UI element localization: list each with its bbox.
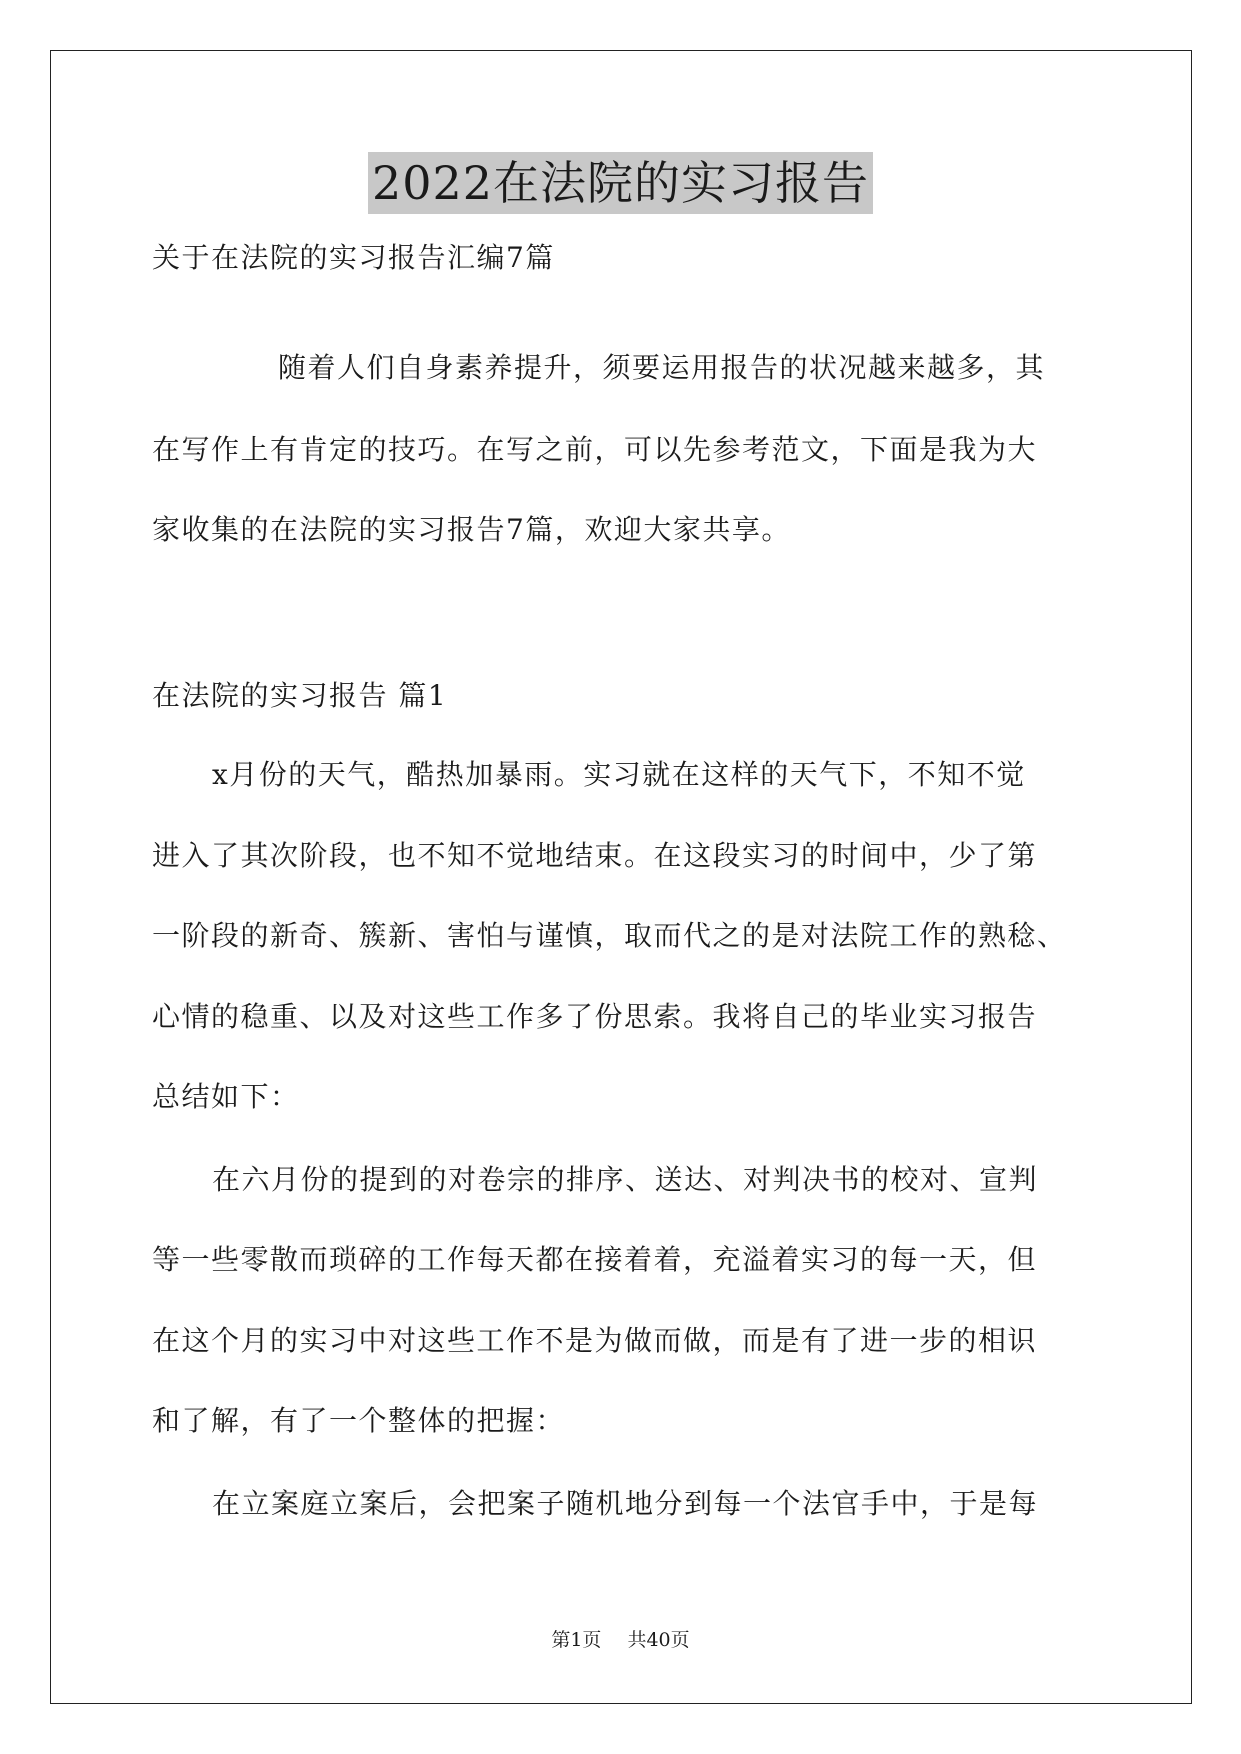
body-line: 家收集的在法院的实习报告7篇，欢迎大家共享。 bbox=[152, 513, 791, 546]
body-line: 在写作上有肯定的技巧。在写之前，可以先参考范文，下面是我为大 bbox=[152, 433, 1038, 466]
body-line: 总结如下： bbox=[152, 1080, 300, 1113]
title-container bbox=[0, 152, 1241, 214]
page-number: 第1页 bbox=[551, 1629, 602, 1651]
body-line: 在六月份的提到的对卷宗的排序、送达、对判决书的校对、宣判 bbox=[212, 1163, 1039, 1196]
body-line: 心情的稳重、以及对这些工作多了份思索。我将自己的毕业实习报告 bbox=[152, 1000, 1038, 1033]
body-line: 在立案庭立案后，会把案子随机地分到每一个法官手中，于是每 bbox=[212, 1487, 1039, 1520]
page-total: 共40页 bbox=[627, 1629, 690, 1651]
body-line: 等一些零散而琐碎的工作每天都在接着着，充溢着实习的每一天，但 bbox=[152, 1243, 1038, 1276]
page-border bbox=[50, 50, 1192, 1704]
document-title: 2022在法院的实习报告 bbox=[368, 152, 873, 214]
body-line: 一阶段的新奇、簇新、害怕与谨慎，取而代之的是对法院工作的熟稔、 bbox=[152, 919, 1067, 952]
body-line: 在这个月的实习中对这些工作不是为做而做，而是有了进一步的相识 bbox=[152, 1324, 1038, 1357]
body-line: x月份的天气，酷热加暴雨。实习就在这样的天气下，不知不觉 bbox=[212, 758, 1026, 791]
body-line: 随着人们自身素养提升，须要运用报告的状况越来越多，其 bbox=[278, 351, 1046, 384]
body-line: 和了解，有了一个整体的把握： bbox=[152, 1404, 566, 1437]
subtitle-line: 关于在法院的实习报告汇编7篇 bbox=[152, 241, 555, 274]
section-heading: 在法院的实习报告 篇1 bbox=[152, 679, 448, 712]
page-footer bbox=[0, 1628, 1241, 1652]
body-line: 进入了其次阶段，也不知不觉地结束。在这段实习的时间中，少了第 bbox=[152, 839, 1038, 872]
